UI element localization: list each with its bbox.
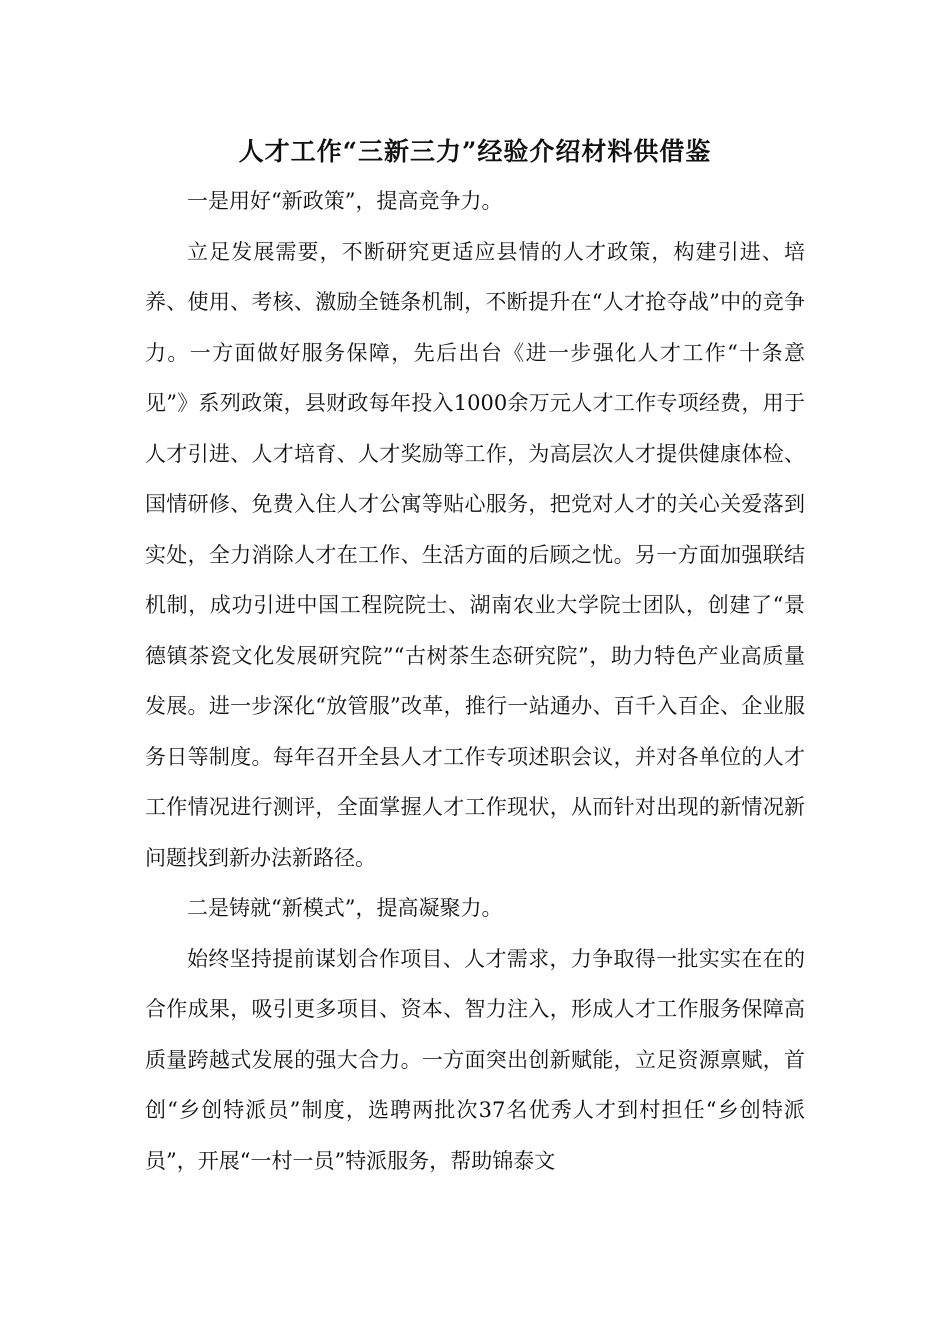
- document-body: [145, 176, 805, 1186]
- body-paragraph: 始终坚持提前谋划合作项目、人才需求，力争取得一批实实在在的合作成果，吸引更多项目、资本、智力注入，形成人才工作服务保障高质量跨越式发展的强大合力。一方面突出创新赋能，立足资源禀赋，首创“乡创特派员”制度，选聘两批次37名优秀人才到村担任“乡创特派员”，开展“一村一员”特派服务，帮助锦泰文: [145, 946, 805, 1173]
- body-paragraph: 立足发展需要，不断研究更适应县情的人才政策，构建引进、培养、使用、考核、激励全链条机制，不断提升在“人才抢夺战”中的竞争力。一方面做好服务保障，先后出台《进一步强化人才工作“十条意见”》系列政策，县财政每年投入1000余万元人才工作专项经费，用于人才引进、人才培育、人才奖励等工作，为高层次人才提供健康体检、国情研修、免费入住人才公寓等贴心服务，把党对人才的关心关爱落到实处，全力消除人才在工作、生活方面的后顾之忧。另一方面加强联结机制，成功引进中国工程院院士、湖南农业大学院士团队，创建了“景德镇茶瓷文化发展研究院”“古树茶生态研究院”，助力特色产业高质量发展。进一步深化“放管服”改革，推行一站通办、百千入百企、企业服务日等制度。每年召开全县人才工作专项述职会议，并对各单位的人才工作情况进行测评，全面掌握人才工作现状，从而针对出现的新情况新问题找到新办法新路径。: [145, 239, 805, 870]
- document-title: 人才工作“三新三力”经验介绍材料供借鉴: [238, 137, 712, 166]
- section-heading-one: 一是用好“新政策”，提高竞争力。: [187, 189, 503, 213]
- section-heading-two: 二是铸就“新模式”，提高凝聚力。: [187, 896, 503, 920]
